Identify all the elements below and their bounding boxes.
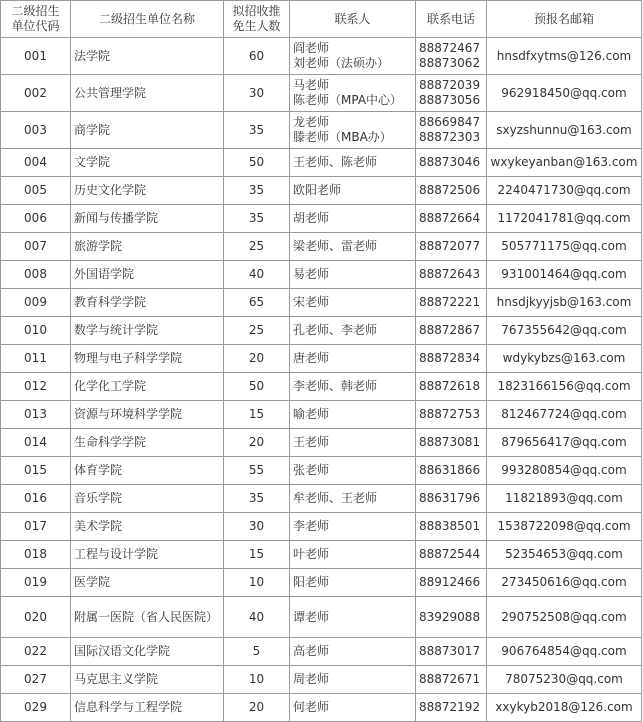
unit-code-cell: 012 <box>1 373 71 401</box>
table-row <box>1 38 642 75</box>
contact-name: 滕老师（MBA办） <box>293 130 392 144</box>
phone-number: 88872671 <box>419 672 481 686</box>
table-row <box>1 205 642 233</box>
email-cell: 11821893@qq.com <box>487 485 642 513</box>
email-cell: 1823166156@qq.com <box>487 373 642 401</box>
quota-cell: 30 <box>224 75 290 112</box>
email-cell: 1172041781@qq.com <box>487 205 642 233</box>
unit-name-cell: 马克思主义学院 <box>71 666 224 694</box>
email-cell: 1538722098@qq.com <box>487 513 642 541</box>
email-cell: 879656417@qq.com <box>487 429 642 457</box>
phone-number: 88872867 <box>419 323 481 337</box>
contact-name: 孔老师、李老师 <box>293 323 378 337</box>
unit-code-cell: 009 <box>1 289 71 317</box>
unit-code-cell: 019 <box>1 569 71 597</box>
phone-number: 88872077 <box>419 239 481 253</box>
phone-cell <box>416 205 487 233</box>
unit-name-cell: 旅游学院 <box>71 233 224 261</box>
unit-code-cell: 010 <box>1 317 71 345</box>
contact-name: 刘老师（法硕办） <box>293 56 390 70</box>
contact-name: 阳老师 <box>293 575 330 589</box>
unit-name-cell: 历史文化学院 <box>71 177 224 205</box>
phone-number: 88873017 <box>419 644 481 658</box>
unit-name-cell: 数学与统计学院 <box>71 317 224 345</box>
quota-cell: 40 <box>224 597 290 638</box>
unit-name-cell: 资源与环境科学学院 <box>71 401 224 429</box>
contact-cell <box>290 112 416 149</box>
unit-name-cell: 美术学院 <box>71 513 224 541</box>
unit-name-cell: 新闻与传播学院 <box>71 205 224 233</box>
phone-cell <box>416 638 487 666</box>
unit-code-cell: 020 <box>1 597 71 638</box>
quota-cell: 25 <box>224 233 290 261</box>
unit-code-cell: 003 <box>1 112 71 149</box>
email-cell: 906764854@qq.com <box>487 638 642 666</box>
unit-code-cell: 022 <box>1 638 71 666</box>
quota-cell: 35 <box>224 205 290 233</box>
quota-cell: 25 <box>224 317 290 345</box>
phone-number: 88872467 <box>419 41 481 55</box>
unit-name-cell: 物理与电子科学学院 <box>71 345 224 373</box>
contact-name: 李老师 <box>293 519 330 533</box>
unit-code-cell: 027 <box>1 666 71 694</box>
email-cell: 767355642@qq.com <box>487 317 642 345</box>
contact-name: 李老师、韩老师 <box>293 379 378 393</box>
unit-code-cell: 001 <box>1 38 71 75</box>
table-row <box>1 513 642 541</box>
phone-number: 88872664 <box>419 211 481 225</box>
phone-cell <box>416 317 487 345</box>
quota-cell: 10 <box>224 569 290 597</box>
contact-name: 龙老师 <box>293 115 330 129</box>
unit-name-cell: 工程与设计学院 <box>71 541 224 569</box>
contact-cell <box>290 485 416 513</box>
unit-code-cell: 029 <box>1 694 71 722</box>
table-row <box>1 177 642 205</box>
contact-name: 唐老师 <box>293 351 330 365</box>
quota-cell: 5 <box>224 638 290 666</box>
contact-cell <box>290 317 416 345</box>
phone-cell <box>416 112 487 149</box>
contact-cell <box>290 638 416 666</box>
email-cell: 993280854@qq.com <box>487 457 642 485</box>
contact-cell <box>290 289 416 317</box>
header-unit-code: 二级招生 单位代码 <box>1 1 71 38</box>
unit-name-cell: 教育科学学院 <box>71 289 224 317</box>
table-row <box>1 569 642 597</box>
contact-name: 宋老师 <box>293 295 330 309</box>
unit-name-cell: 文学院 <box>71 149 224 177</box>
phone-cell <box>416 401 487 429</box>
phone-number: 88872544 <box>419 547 481 561</box>
contact-name: 阎老师 <box>293 41 330 55</box>
quota-cell: 15 <box>224 541 290 569</box>
email-cell: 962918450@qq.com <box>487 75 642 112</box>
unit-name-cell: 商学院 <box>71 112 224 149</box>
quota-cell: 60 <box>224 38 290 75</box>
phone-cell <box>416 666 487 694</box>
table-row <box>1 261 642 289</box>
unit-code-cell: 008 <box>1 261 71 289</box>
phone-cell <box>416 261 487 289</box>
unit-code-cell: 014 <box>1 429 71 457</box>
contact-cell <box>290 513 416 541</box>
contact-cell <box>290 149 416 177</box>
contact-cell <box>290 177 416 205</box>
contact-cell <box>290 75 416 112</box>
table-row <box>1 666 642 694</box>
unit-code-cell: 005 <box>1 177 71 205</box>
email-cell: hnsdjkyyjsb@163.com <box>487 289 642 317</box>
contact-cell <box>290 373 416 401</box>
contact-name: 高老师 <box>293 644 330 658</box>
contact-cell <box>290 569 416 597</box>
phone-number: 88872039 <box>419 78 481 92</box>
phone-number: 88838501 <box>419 519 481 533</box>
unit-name-cell: 体育学院 <box>71 457 224 485</box>
table-row <box>1 597 642 638</box>
contact-name: 牟老师、王老师 <box>293 491 378 505</box>
contact-name: 王老师 <box>293 435 330 449</box>
table-row <box>1 457 642 485</box>
unit-name-cell: 医学院 <box>71 569 224 597</box>
unit-name-cell: 外国语学院 <box>71 261 224 289</box>
email-cell: 2240471730@qq.com <box>487 177 642 205</box>
phone-cell <box>416 149 487 177</box>
unit-code-cell: 007 <box>1 233 71 261</box>
phone-number: 83929088 <box>419 609 481 624</box>
phone-cell <box>416 485 487 513</box>
header-email: 预报名邮箱 <box>487 1 642 38</box>
phone-number: 88872192 <box>419 700 481 714</box>
contact-cell <box>290 345 416 373</box>
contact-name: 喻老师 <box>293 407 330 421</box>
quota-cell: 35 <box>224 112 290 149</box>
unit-name-cell: 公共管理学院 <box>71 75 224 112</box>
phone-cell <box>416 513 487 541</box>
unit-name-cell: 信息科学与工程学院 <box>71 694 224 722</box>
unit-name-cell: 音乐学院 <box>71 485 224 513</box>
phone-cell <box>416 345 487 373</box>
email-cell: 52354653@qq.com <box>487 541 642 569</box>
table-row <box>1 345 642 373</box>
email-cell: 931001464@qq.com <box>487 261 642 289</box>
contact-cell <box>290 541 416 569</box>
contact-name: 谭老师 <box>293 609 330 624</box>
email-cell: xxykyb2018@126.com <box>487 694 642 722</box>
unit-code-cell: 006 <box>1 205 71 233</box>
unit-name-cell: 生命科学学院 <box>71 429 224 457</box>
table-row <box>1 541 642 569</box>
contact-name: 陈老师（MPA中心） <box>293 93 403 107</box>
contact-name: 马老师 <box>293 78 330 92</box>
quota-cell: 65 <box>224 289 290 317</box>
contact-name: 梁老师、雷老师 <box>293 239 378 253</box>
unit-code-cell: 016 <box>1 485 71 513</box>
phone-cell <box>416 177 487 205</box>
phone-cell <box>416 597 487 638</box>
quota-cell: 40 <box>224 261 290 289</box>
quota-cell: 50 <box>224 149 290 177</box>
phone-cell <box>416 569 487 597</box>
email-cell: 505771175@qq.com <box>487 233 642 261</box>
quota-cell: 15 <box>224 401 290 429</box>
contact-cell <box>290 38 416 75</box>
table-row <box>1 75 642 112</box>
contact-name: 张老师 <box>293 463 330 477</box>
phone-number: 88872221 <box>419 295 481 309</box>
contact-name: 易老师 <box>293 267 330 281</box>
table-row <box>1 429 642 457</box>
header-quota: 拟招收推 免生人数 <box>224 1 290 38</box>
header-unit-name: 二级招生单位名称 <box>71 1 224 38</box>
contact-name: 周老师 <box>293 672 330 686</box>
table-row <box>1 638 642 666</box>
quota-cell: 30 <box>224 513 290 541</box>
phone-cell <box>416 233 487 261</box>
phone-number: 88872643 <box>419 267 481 281</box>
quota-cell: 50 <box>224 373 290 401</box>
header-row <box>1 1 642 38</box>
quota-cell: 10 <box>224 666 290 694</box>
unit-code-cell: 017 <box>1 513 71 541</box>
header-phone: 联系电话 <box>416 1 487 38</box>
contact-name: 欧阳老师 <box>293 183 342 197</box>
contact-cell <box>290 597 416 638</box>
unit-code-cell: 018 <box>1 541 71 569</box>
table-row <box>1 373 642 401</box>
email-cell: wxykeyanban@163.com <box>487 149 642 177</box>
quota-cell: 20 <box>224 345 290 373</box>
contact-name: 何老师 <box>293 700 330 714</box>
unit-code-cell: 002 <box>1 75 71 112</box>
header-contact: 联系人 <box>290 1 416 38</box>
contact-cell <box>290 205 416 233</box>
contact-name: 胡老师 <box>293 211 330 225</box>
unit-code-cell: 013 <box>1 401 71 429</box>
email-cell: 273450616@qq.com <box>487 569 642 597</box>
table-body <box>1 38 642 722</box>
phone-cell <box>416 289 487 317</box>
contact-cell <box>290 401 416 429</box>
table-row <box>1 485 642 513</box>
phone-number: 88912466 <box>419 575 481 589</box>
phone-number: 88872753 <box>419 407 481 421</box>
unit-name-cell: 国际汉语文化学院 <box>71 638 224 666</box>
phone-number: 88873062 <box>419 56 481 70</box>
phone-number: 88873056 <box>419 93 481 107</box>
quota-cell: 35 <box>224 485 290 513</box>
phone-number: 88873046 <box>419 155 481 169</box>
email-cell: sxyzshunnu@163.com <box>487 112 642 149</box>
email-cell: wdykybzs@163.com <box>487 345 642 373</box>
phone-number: 88631796 <box>419 491 481 505</box>
phone-number: 88631866 <box>419 463 481 477</box>
phone-number: 88872506 <box>419 183 481 197</box>
phone-cell <box>416 541 487 569</box>
phone-cell <box>416 75 487 112</box>
table-row <box>1 112 642 149</box>
phone-number: 88872303 <box>419 130 481 144</box>
table-row <box>1 317 642 345</box>
phone-cell <box>416 429 487 457</box>
email-cell: 78075230@qq.com <box>487 666 642 694</box>
contact-cell <box>290 666 416 694</box>
table-row <box>1 694 642 722</box>
email-cell: 290752508@qq.com <box>487 597 642 638</box>
phone-number: 88872834 <box>419 351 481 365</box>
table-row <box>1 233 642 261</box>
contact-cell <box>290 694 416 722</box>
phone-cell <box>416 694 487 722</box>
quota-cell: 20 <box>224 429 290 457</box>
table-row <box>1 401 642 429</box>
contact-cell <box>290 429 416 457</box>
table-row <box>1 149 642 177</box>
phone-cell <box>416 457 487 485</box>
phone-number: 88873081 <box>419 435 481 449</box>
phone-cell <box>416 38 487 75</box>
table-row <box>1 289 642 317</box>
quota-cell: 20 <box>224 694 290 722</box>
quota-cell: 55 <box>224 457 290 485</box>
phone-cell <box>416 373 487 401</box>
unit-code-cell: 015 <box>1 457 71 485</box>
quota-cell: 35 <box>224 177 290 205</box>
unit-code-cell: 011 <box>1 345 71 373</box>
unit-name-cell: 化学化工学院 <box>71 373 224 401</box>
phone-number: 88872618 <box>419 379 481 393</box>
contact-cell <box>290 233 416 261</box>
contact-cell <box>290 261 416 289</box>
email-cell: hnsdfxytms@126.com <box>487 38 642 75</box>
phone-number: 88669847 <box>419 115 481 129</box>
contact-cell <box>290 457 416 485</box>
unit-code-cell: 004 <box>1 149 71 177</box>
unit-name-cell: 法学院 <box>71 38 224 75</box>
contact-name: 王老师、陈老师 <box>293 155 378 169</box>
unit-name-cell: 附属一医院（省人民医院） <box>71 597 224 638</box>
contact-name: 叶老师 <box>293 547 330 561</box>
email-cell: 812467724@qq.com <box>487 401 642 429</box>
